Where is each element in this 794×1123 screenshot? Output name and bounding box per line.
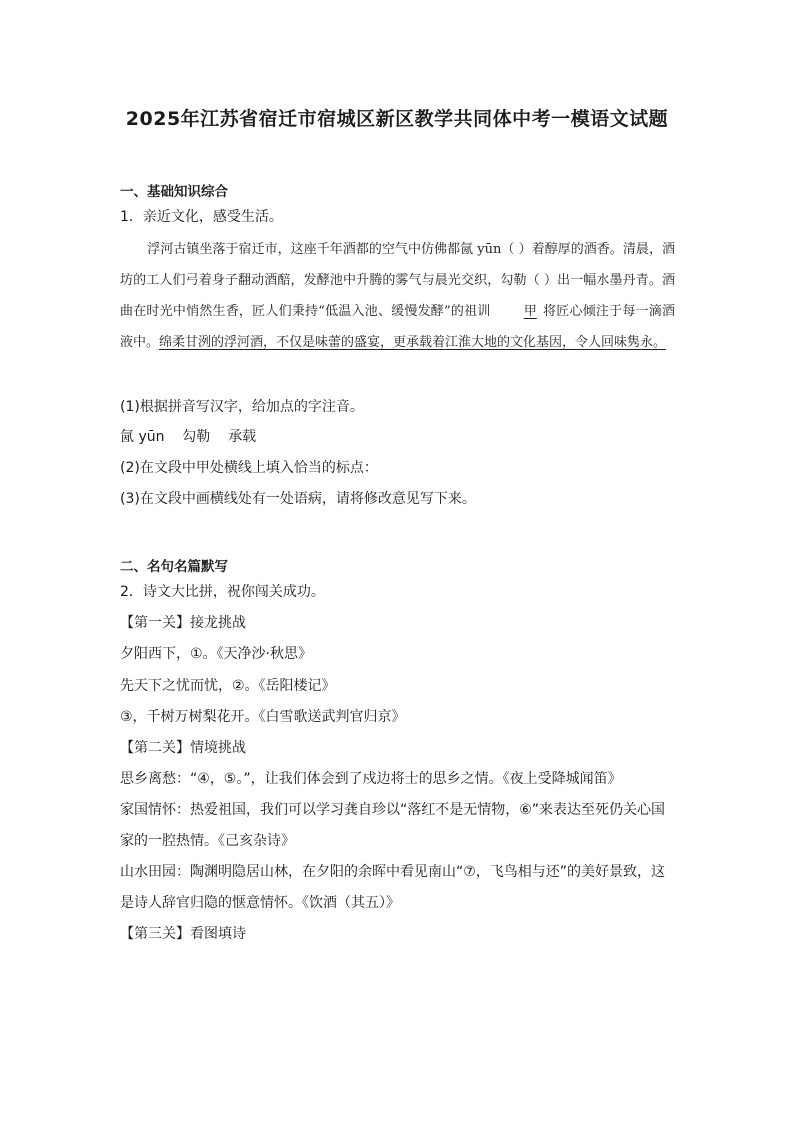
section-heading-poetry: 二、名句名篇默写 [120, 559, 228, 575]
subquestion-1: (1)根据拼音写汉字，给加点的字注音。 [120, 399, 364, 415]
level-1-heading: 【第一关】接龙挑战 [120, 615, 246, 631]
context-patriotism-line2: 家的一腔热情。《己亥杂诗》 [120, 833, 295, 849]
context-pastoral-line1: 山水田园：陶渊明隐居山林，在夕阳的余晖中看见南山“⑦，飞鸟相与还”的美好景致，这 [120, 864, 666, 880]
section-heading-basic: 一、基础知识综合 [120, 184, 228, 200]
context-patriotism-line1: 家国情怀：热爱祖国，我们可以学习龚自珍以“落红不是无情物，⑥”来表达至死仍关心国 [120, 802, 666, 818]
context-pastoral-line2: 是诗人辞官归隐的惬意情怀。《饮酒（其五）》 [120, 895, 400, 911]
passage-text-part2: 将匠心倾注于每一滴酒液中。 [120, 304, 675, 350]
blank-jia: 甲 [523, 304, 537, 319]
page-title: 2025年江苏省宿迁市宿城区新区教学共同体中考一模语文试题 [125, 108, 669, 130]
subquestion-3: (3)在文段中画横线处有一处语病，请将修改意见写下来。 [120, 491, 476, 507]
subquestion-2: (2)在文段中甲处横线上填入恰当的标点： [120, 460, 378, 476]
poem-line-3: ③，千树万树梨花开。《白雪歌送武判官归京》 [120, 709, 406, 725]
question-2-stem: 2．诗文大比拼，祝你闯关成功。 [120, 584, 325, 600]
level-3-heading: 【第三关】看图填诗 [120, 926, 246, 942]
poem-line-1: 夕阳西下，①。《天净沙·秋思》 [120, 646, 313, 662]
context-nostalgia: 思乡离愁：“④，⑤。”，让我们体会到了戍边将士的思乡之情。《夜上受降城闻笛》 [120, 771, 622, 787]
pinyin-words: 氤 yūn 勾勒 承载 [120, 429, 257, 445]
poem-line-2: 先天下之忧而忧，②。《岳阳楼记》 [120, 678, 336, 694]
passage-text-part1: 浮河古镇坐落于宿迁市，这座千年酒都的空气中仿佛都氤 yūn（ ）着醇厚的酒香。清晨，酒坊的工人们弓着身子翻动酒醅，发酵池中升腾的雾气与晨光交织，勾勒（ ）出一幅水墨丹青。酒曲在时光中悄然生香，匠人们秉持“低温入池、缓慢发酵”的祖训 [120, 242, 675, 319]
reading-passage [120, 234, 675, 358]
passage-paragraph [120, 234, 675, 358]
level-2-heading: 【第二关】情境挑战 [120, 740, 246, 756]
question-1-stem: 1．亲近文化，感受生活。 [120, 209, 283, 225]
underlined-sentence: 绵柔甘洌的浮河酒，不仅是味蕾的盛宴，更承载着江淮大地的文化基因，令人回味隽永。 [159, 335, 667, 350]
